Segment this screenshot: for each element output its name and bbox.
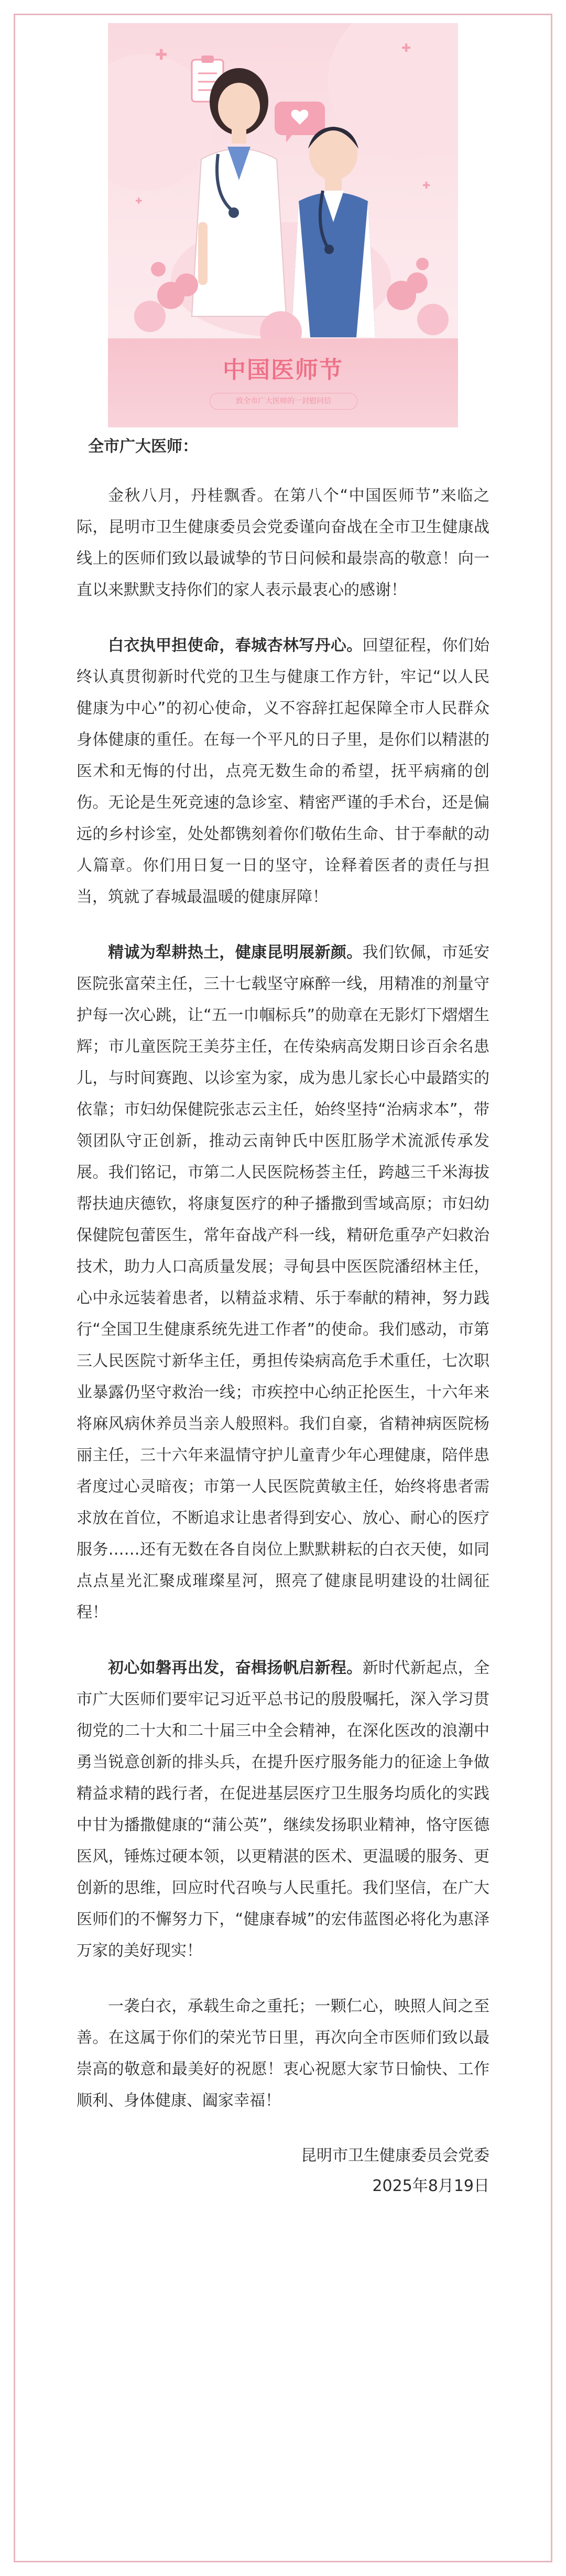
letter-body <box>77 427 489 2201</box>
plus-sign-icon: ✚ <box>422 180 431 191</box>
paragraph-text: 一袭白衣，承载生命之重托；一颗仁心，映照人间之至善。在这属于你们的荣光节日里，再次向全市医师们致以最崇高的敬意和最美好的祝愿！衷心祝愿大家节日愉快、工作顺利、身体健康、阖家幸福！ <box>77 1997 489 2110</box>
paragraph-text: 回望征程，你们始终认真贯彻新时代党的卫生与健康工作方针，牢记“以人民健康为中心”的初心使命，义不容辞扛起保障全市人民群众身体健康的重任。在每一个平凡的日子里，是你们以精湛的医术和无悔的付出，点亮无数生命的希望，抚平病痛的创伤。无论是生死竞速的急诊室、精密严谨的手术台，还是偏远的乡村诊室，处处都镌刻着你们敬佑生命、甘于奉献的动人篇章。你们用日复一日的坚守，诠释着医者的责任与担当，筑就了春城最温暖的健康屏障！ <box>77 636 490 906</box>
doctors-illustration <box>108 23 458 348</box>
letter-paragraph-honors <box>77 937 489 1628</box>
paragraph-text: 我们钦佩，市延安医院张富荣主任，三十七载坚守麻醉一线，用精准的剂量守护每一次心跳，让“五一巾帼标兵”的勋章在无影灯下熠熠生辉；市儿童医院王美芬主任，在传染病高发期日诊百余名患儿，与时间赛跑、以诊室为家，成为患儿家长心中最踏实的依靠；市妇幼保健院张志云主任，始终坚持“治病求本”，带领团队守正创新，推动云南钟氏中医肛肠学术流派传承发展。我们铭记，市第二人民医院杨荟主任，跨越三千米海拔帮扶迪庆德钦，将康复医疗的种子播撒到雪域高原；市妇幼保健院包蕾医生，常年奋战产科一线，精研危重孕产妇救治技术，助力人口高质量发展；寻甸县中医医院潘绍林主任，心中永远装着患者，以精益求精、乐于奉献的精神，努力践行“全国卫生健康系统先进工作者”的使命。我们感动，市第三人民医院寸新华主任，勇担传染病高危手术重任，七次职业暴露仍坚守救治一线；市疾控中心纳正抡医生，十六年来将麻风病休养员当亲人般照料。我们自豪，省精神病医院杨丽主任，三十六年来温情守护儿童青少年心理健康，陪伴患者度过心灵暗夜；市第一人民医院黄敏主任，始终将患者需求放在首位，不断追求让患者得到安心、放心、耐心的医疗服务……还有无数在各自岗位上默默耕耘的白衣天使，如同点点星光汇聚成璀璨星河，照亮了健康昆明建设的壮阔征程！ <box>77 943 490 1622</box>
letter-paragraph-closing <box>77 1991 489 2117</box>
paragraph-text: 金秋八月，丹桂飘香。在第八个“中国医师节”来临之际，昆明市卫生健康委员会党委谨向奋战在全市卫生健康战线上的医师们致以最诚挚的节日问候和最崇高的敬意！向一直以来默默支持你们的家人表示最衷心的感谢！ <box>77 487 489 599</box>
letter-paragraph-future <box>77 1653 489 1967</box>
plus-sign-icon: ✚ <box>401 42 411 55</box>
plus-sign-icon: ✚ <box>155 46 168 63</box>
female-doctor-figure <box>192 68 286 316</box>
signature-block <box>77 2141 489 2201</box>
letter-paragraph-intro <box>77 480 489 606</box>
paragraph-lead: 白衣执甲担使命，春城杏林写丹心。 <box>108 636 363 655</box>
paragraph-lead: 初心如磐再出发，奋楫扬帆启新程。 <box>108 1659 363 1677</box>
festival-banner <box>108 23 458 427</box>
letter-paragraph-mission <box>77 630 489 913</box>
banner-title: 中国医师节 <box>223 357 343 383</box>
signature-date: 2025年8月19日 <box>372 2177 489 2195</box>
paragraph-text: 新时代新起点，全市广大医师们要牢记习近平总书记的殷殷嘱托，深入学习贯彻党的二十大和二十届三中全会精神，在深化医改的浪潮中勇当锐意创新的排头兵，在提升医疗服务能力的征途上争做精益求精的践行者，在促进基层医疗卫生服务均质化的实践中甘为播撒健康的“蒲公英”，继续发扬职业精神，恪守医德医风，锤炼过硬本领，以更精湛的医术、更温暖的服务、更创新的思维，回应时代召唤与人民重托。我们坚信，在广大医师们的不懈努力下，“健康春城”的宏伟蓝图必将化为惠泽万家的美好现实！ <box>77 1659 490 1960</box>
plus-sign-icon: ✚ <box>135 196 143 206</box>
salutation: 全市广大医师： <box>88 437 198 456</box>
male-doctor-figure <box>291 127 375 337</box>
signature-org: 昆明市卫生健康委员会党委 <box>301 2146 489 2165</box>
paragraph-lead: 精诚为犁耕热土，健康昆明展新颜。 <box>108 943 363 962</box>
banner-subtitle: 致全市广大医师的一封慰问信 <box>210 393 357 410</box>
